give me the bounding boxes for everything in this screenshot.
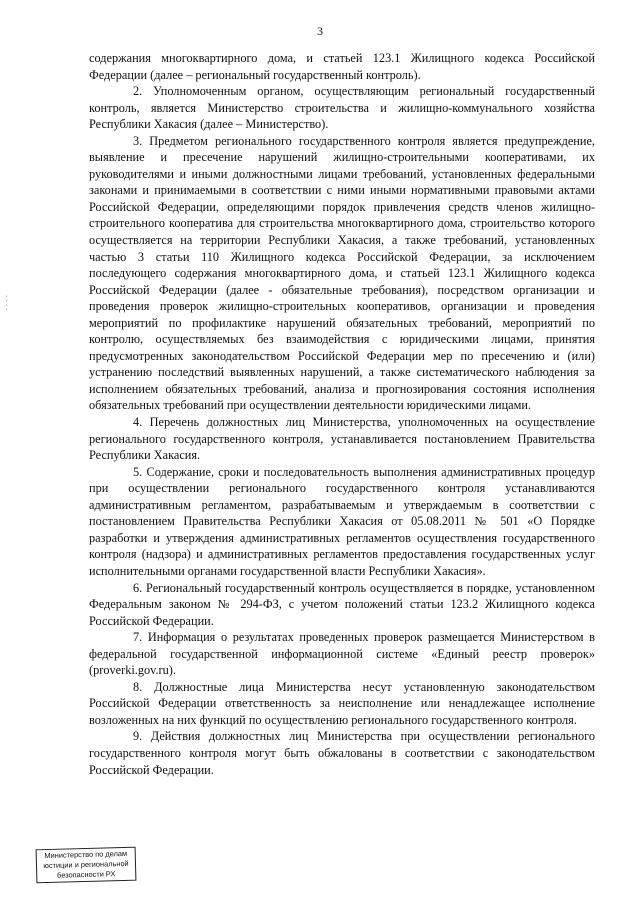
paragraph-continuation: содержания многоквартирного дома, и статьей 123.1 Жилищного кодекса Российской Федерации (далее – региональный государственный контроль). [89, 51, 595, 82]
paragraph-8: 8. Должностные лица Министерства несут установленную законодательством Российской Федерации ответственность за неисполнение или ненадлежащее исполнение возложенных на них функций по осуществлению регионального государственного контроля. [89, 679, 595, 727]
stamp-line-3: безопасности РХ [56, 869, 116, 880]
paragraph-9: 9. Действия должностных лиц Министерства при осуществлении регионального государственного контроля могут быть обжалованы в соответствии с законодательством Российской Федерации. [89, 729, 595, 777]
paragraph-6: 6. Региональный государственный контроль осуществляется в порядке, установленном Федеральным законом № 294-ФЗ, с учетом положений статьи 123.2 Жилищного кодекса Российской Федерации. [89, 580, 595, 628]
stamp-line-2: юстиции и региональной [43, 858, 129, 871]
paragraph-4: 4. Перечень должностных лиц Министерства, уполномоченных на осуществление регионального государственного контроля, устанавливается постановлением Правительства Республики Хакасия. [89, 415, 595, 463]
page-number: 3 [317, 24, 323, 38]
paragraph-2: 2. Уполномоченным органом, осуществляющим региональный государственный контроль, является Министерство строительства и жилищно-коммунального хозяйства Республики Хакасия (далее – Министерство). [89, 84, 595, 132]
paragraph-5: 5. Содержание, сроки и последовательность выполнения административных процедур при осуществлении регионального государственного контроля устанавливаются административным регламентом, разрабатываемым и утверждаемым в соответствии с постановлением Правительства Республики Хакасия от 05.08.2011 № 501 «О Порядке разработки и утверждения административных регламентов осуществления государственного контроля (надзора) и административных регламентов предоставления государственных услуг исполнительными органами государственной власти Республики Хакасия». [89, 464, 595, 578]
document-body [89, 50, 595, 778]
paragraph-3: 3. Предметом регионального государственного контроля является предупреждение, выявление и пресечение нарушений жилищно-строительными кооперативами, их руководителями и иными должностными лицами требований, установленных федеральными законами и принимаемыми в соответствии с ними иными нормативными правовыми актами Российской Федерации, определяющими порядок привлечения средств членов жилищно-строительного кооператива для строительства многоквартирного дома, строительство которого осуществляется на территории Республики Хакасия, а также требований, установленных частью 3 статьи 110 Жилищного кодекса Российской Федерации, за исключением последующего содержания многоквартирного дома, и статьей 123.1 Жилищного кодекса Российской Федерации (далее - обязательные требования), посредством организации и проведения проверок жилищно-строительных кооперативов, организации и проведения мероприятий по профилактике нарушений обязательных требований, мероприятий по контролю, осуществляемых без взаимодействия с юридическими лицами, принятия предусмотренных законодательством Российской Федерации мер по пресечению и (или) устранению последствий выявленных нарушений, а также систематического наблюдения за исполнением обязательных требований, анализа и прогнозирования состояния исполнения обязательных требований при осуществлении деятельности юридическими лицами. [89, 133, 595, 413]
ministry-stamp [36, 847, 137, 884]
stamp-line-1: Министерство по делам [44, 848, 128, 861]
margin-scan-mark: . . . . [4, 295, 14, 311]
paragraph-7: 7. Информация о результатах проведенных проверок размещается Министерством в федеральной государственной информационной системе «Единый реестр проверок» (proverki.gov.ru). [89, 630, 595, 678]
